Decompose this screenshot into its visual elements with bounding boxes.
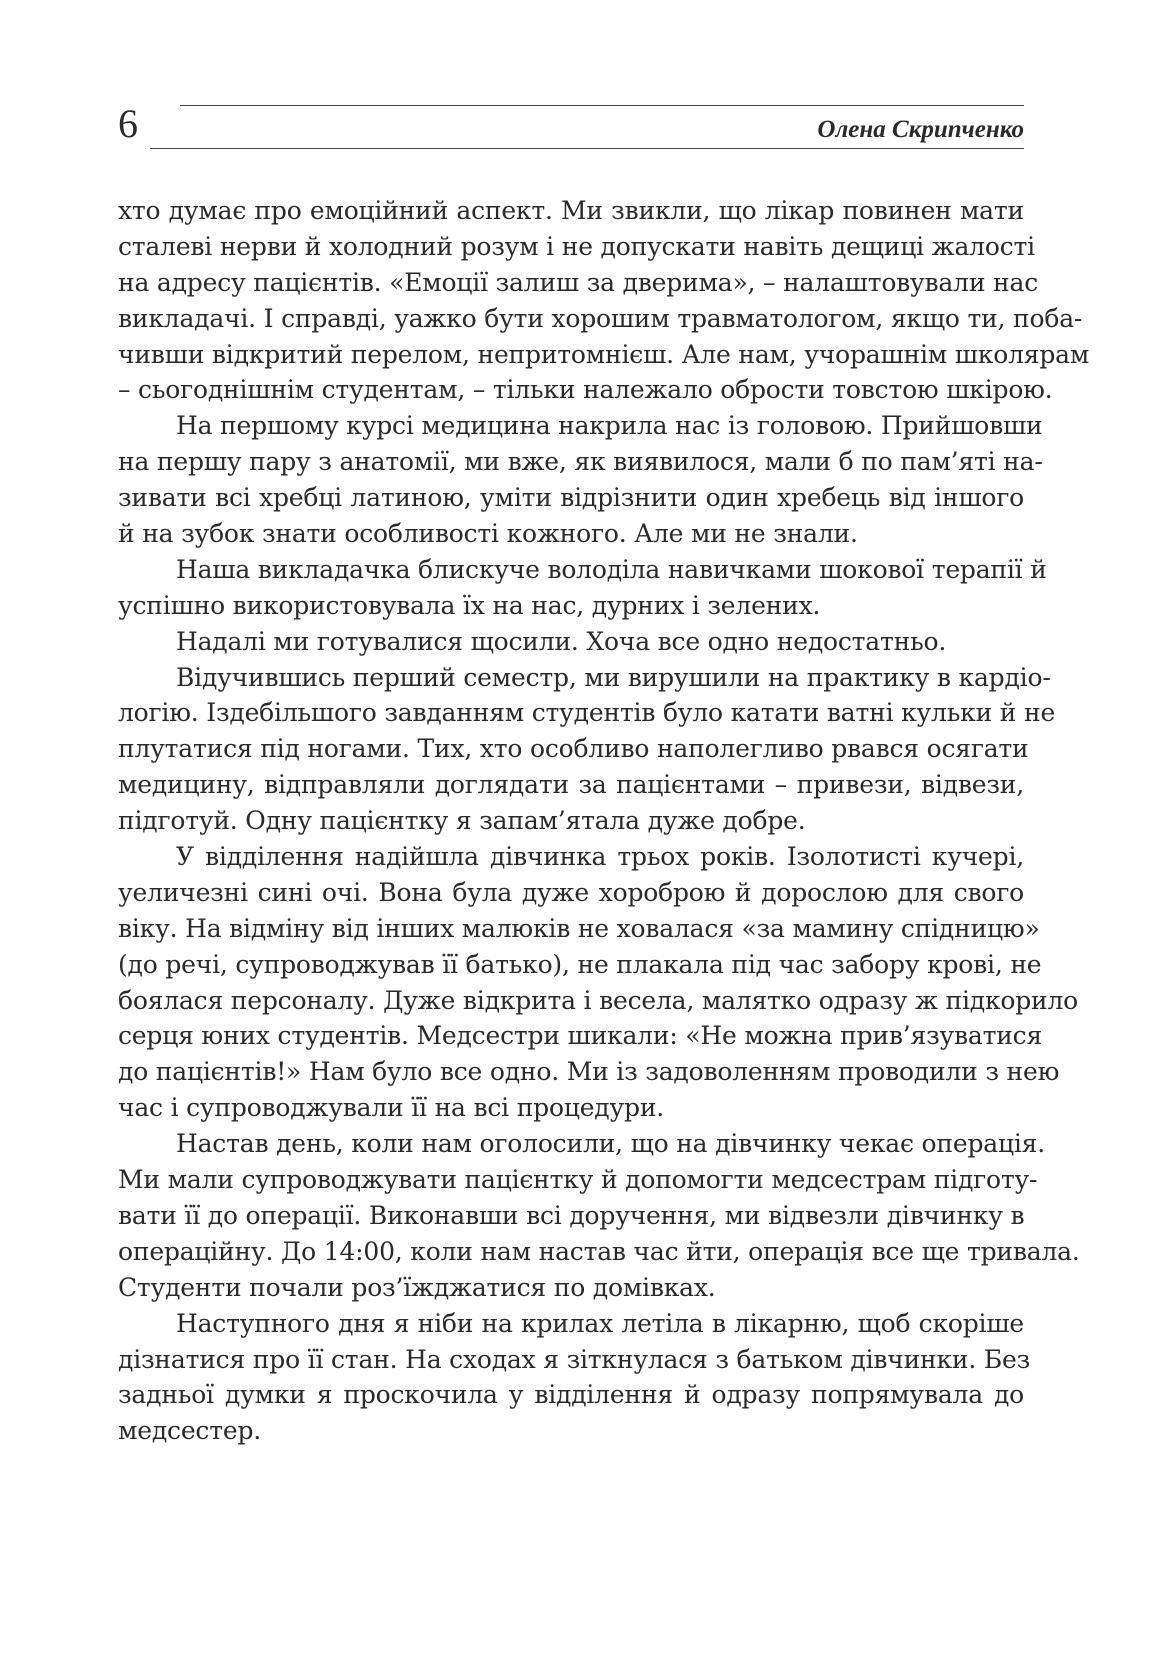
paragraph — [118, 552, 1047, 624]
text-line: викладачі. І справді, уажко бути хорошим травматологом, якщо ти, поба- — [118, 303, 1083, 333]
text-line: до пацієнтів!» Нам було все одно. Ми із задоволенням проводили з нею — [118, 1057, 1060, 1087]
paragraph — [118, 660, 1056, 839]
text-line: операційну. До 14:00, коли нам настав час йти, операція все ще тривала. — [118, 1236, 1080, 1266]
text-line: на першу пару з анатомії, ми вже, як виявилося, мали б по пам’яті на- — [118, 447, 1043, 477]
text-line: Настав день, коли нам оголосили, що на дівчинку чекає операція. — [176, 1129, 1045, 1159]
paragraph — [118, 1306, 1031, 1450]
text-line: чивши відкритий перелом, непритомнієш. Але нам, учорашнім школярам — [118, 339, 1090, 369]
text-line: вати її до операції. Виконавши всі доручення, ми відвезли дівчинку в — [118, 1200, 1025, 1230]
text-line: Студенти почали роз’їжджатися по домівках. — [118, 1272, 716, 1302]
text-line: успішно використовувала їх на нас, дурних і зелених. — [118, 590, 821, 620]
text-line: зивати всі хребці латиною, уміти відрізнити один хребець від іншого — [118, 483, 1024, 513]
text-line: уеличезні сині очі. Вона була дуже хороброю й дорослою для свого — [118, 877, 1024, 907]
text-line: Наша викладачка блискуче володіла навичками шокової терапії й — [176, 554, 1047, 584]
header-rule-top — [180, 105, 1024, 106]
paragraph — [118, 624, 1024, 660]
text-line: на адресу пацієнтів. «Емоції залиш за дверима», – налаштовували нас — [118, 267, 1038, 297]
text-line: й на зубок знати особливості кожного. Але ми не знали. — [118, 519, 858, 549]
text-line: (до речі, супроводжував її батько), не плакала під час забору крові, не — [118, 949, 1042, 979]
text-line: Ми мали супроводжувати пацієнтку й допомогти медсестрам підготу- — [118, 1165, 1038, 1195]
running-head-author: Олена Скрипченко — [817, 116, 1024, 143]
text-line: медицину, відправляли доглядати за пацієнтами – привези, відвези, — [118, 770, 1024, 800]
text-line: У відділення надійшла дівчинка трьох років. Ізолотисті кучері, — [176, 842, 1024, 872]
text-line: хто думає про емоційний аспект. Ми звикли, що лікар повинен мати — [118, 196, 1024, 225]
text-line: – сьогоднішнім студентам, – тільки належало обрости товстою шкірою. — [118, 375, 1053, 405]
text-line: сталеві нерви й холодний розум і не допускати навіть дещиці жалості — [118, 231, 1035, 261]
text-line: Надалі ми готувалися щосили. Хоча все одно недостатньо. — [176, 626, 947, 656]
text-line: плутатися під ногами. Тих, хто особливо наполегливо рвався осягати — [118, 734, 1029, 764]
text-line: час і супроводжували її на всі процедури. — [118, 1093, 665, 1123]
text-line: віку. На відміну від інших малюків не ховалася «за мамину спідницю» — [118, 913, 1040, 943]
header-rule-bottom — [150, 148, 1024, 149]
text-line: серця юних студентів. Медсестри шикали: «Не можна прив’язуватися — [118, 1021, 1043, 1051]
text-line: підготуй. Одну пацієнтку я запам’ятала дуже добре. — [118, 806, 806, 836]
text-line: задньої думки я проскочила у відділення й одразу попрямувала до — [118, 1380, 1024, 1410]
paragraph — [118, 1126, 1080, 1305]
text-line: На першому курсі медицина накрила нас із головою. Прийшовши — [176, 411, 1043, 441]
page-number: 6 — [118, 101, 138, 146]
text-line: логію. Іздебільшого завданням студентів було катати ватні кульки й не — [118, 698, 1056, 728]
text-line: Наступного дня я ніби на крилах летіла в лікарню, щоб скоріше — [176, 1308, 1024, 1338]
text-line: медсестер. — [118, 1416, 262, 1446]
text-line: дізнатися про її стан. На сходах я зіткнулася з батьком дівчинки. Без — [118, 1344, 1031, 1374]
body-text — [118, 193, 1090, 1449]
text-line: боялася персоналу. Дуже відкрита і весела, малятко одразу ж підкорило — [118, 985, 1079, 1015]
text-line: Відучившись перший семестр, ми вирушили на практику в кардіо- — [176, 662, 1051, 692]
paragraph — [118, 839, 1079, 1126]
paragraph — [118, 193, 1090, 408]
paragraph — [118, 408, 1043, 552]
